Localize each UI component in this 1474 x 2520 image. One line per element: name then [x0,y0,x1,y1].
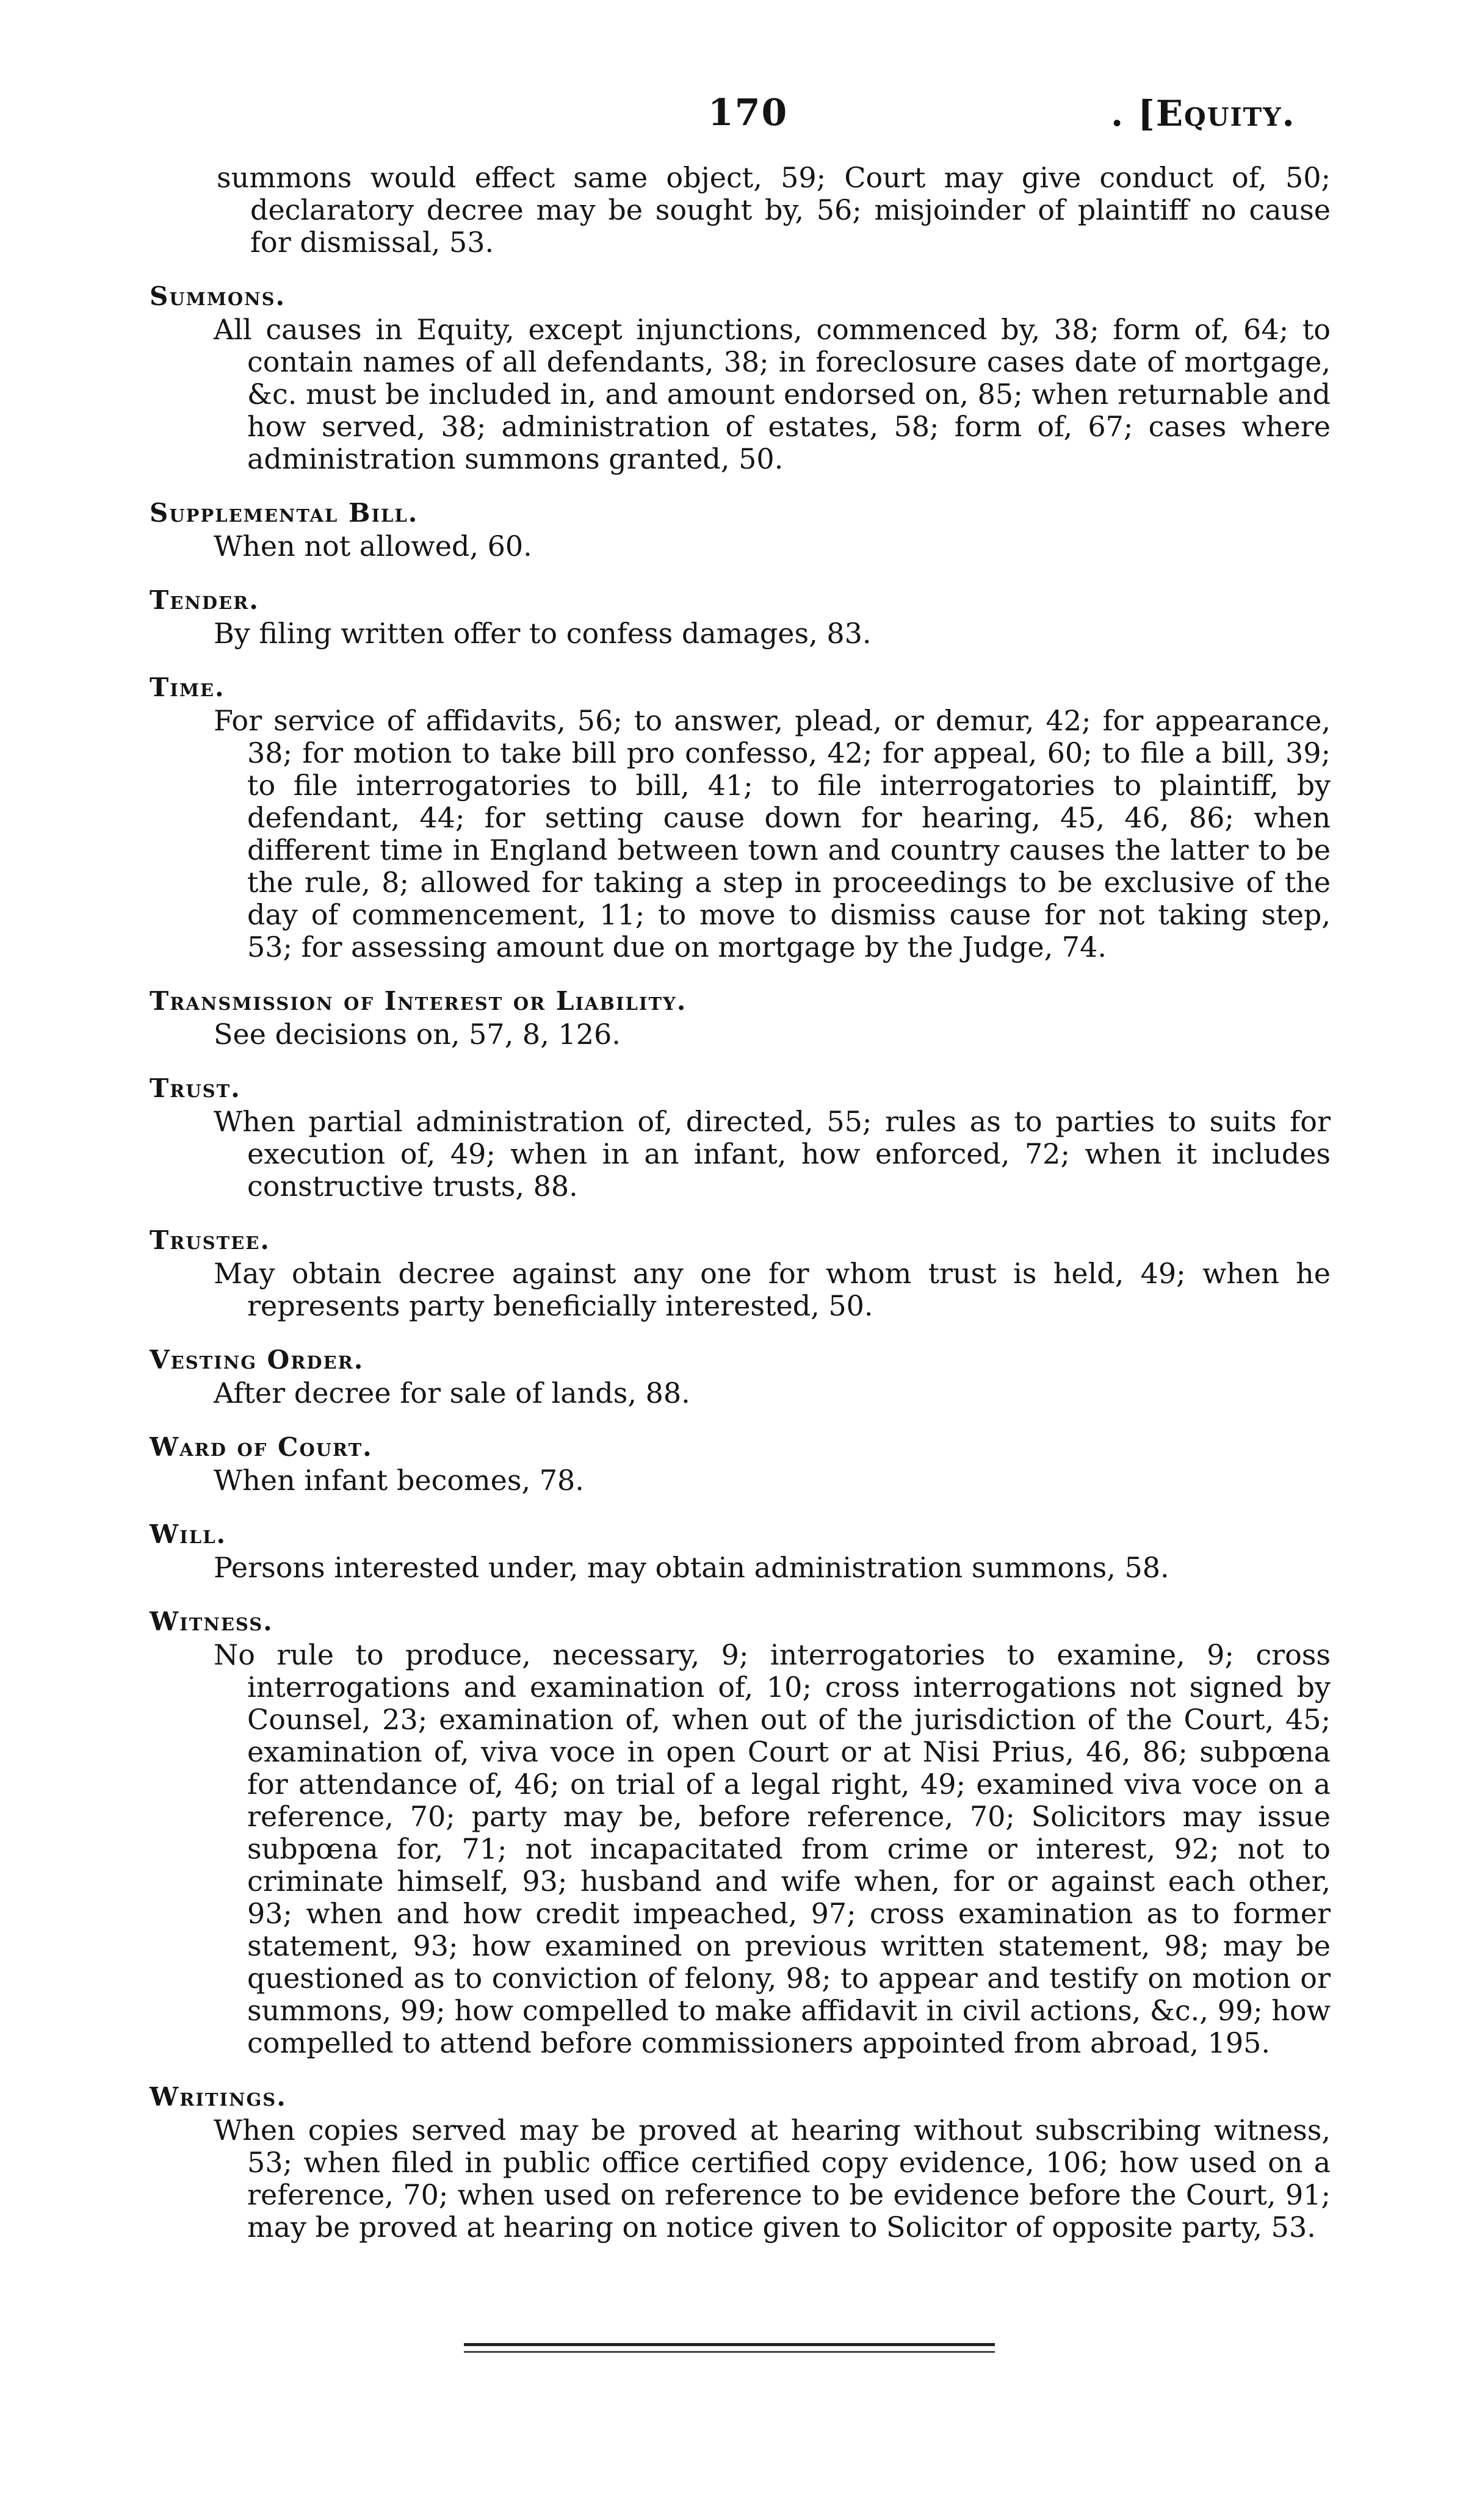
index-entry-ward-of-court [150,1430,1331,1497]
entry-text: May obtain decree against any one for whom trust is held, 49; when he represents party beneficially interested, 50. [214,1257,1331,1322]
entry-text: No rule to produce, necessary, 9; interrogatories to examine, 9; cross interrogations and examination of, 10; cross interrogations not signed by Counsel, 23; examination of, when out of the jurisdiction of the Court, 45; examination of, viva voce in open Court or at Nisi Prius, 46, 86; subpœna for attendance of, 46; on trial of a legal right, 49; examined viva voce on a reference, 70; party may be, before reference, 70; Solicitors may issue subpœna for, 71; not incapacitated from crime or interest, 92; not to criminate himself, 93; husband and wife when, for or against each other, 93; when and how credit impeached, 97; cross examination as to former statement, 93; how examined on previous written statement, 98; may be questioned as to conviction of felony, 98; to appear and testify on motion or summons, 99; how compelled to make affidavit in civil actions, &c., 99; how compelled to attend before commissioners appointed from abroad, 195. [214,1638,1331,2059]
entry-heading: Vesting Order. [150,1345,364,1375]
entry-text: For service of affidavits, 56; to answer, plead, or demur, 42; for appearance, 38; for motion to take bill pro confesso, 42; for appeal, 60; to file a bill, 39; to file interrogatories to bill, 41; to file interrogatories to plaintiff, by defendant, 44; for setting cause down for hearing, 45, 46, 86; when different time in England between town and country causes the latter to be the rule, 8; allowed for taking a step in proceedings to be exclusive of the day of commencement, 11; to move to dismiss cause for not taking step, 53; for assessing amount due on mortgage by the Judge, 74. [214,704,1331,963]
index-entry-summons [150,279,1331,475]
entry-text: When copies served may be proved at hearing without subscribing witness, 53; when filed in public office certified copy evidence, 106; how used on a reference, 70; when used on reference to be evidence before the Court, 91; may be proved at hearing on notice given to Solicitor of opposite party, 53. [214,2114,1331,2244]
closing-rule-thin [464,2351,995,2353]
index-entry-writings [150,2080,1331,2244]
entry-text: See decisions on, 57, 8, 126. [214,1018,621,1051]
entry-heading: Trust. [150,1073,241,1103]
entry-text: All causes in Equity, except injunctions, commenced by, 38; form of, 64; to contain names of all defendants, 38; in foreclosure cases date of mortgage, &c. must be included in, and amount endorsed on, 85; when returnable and how served, 38; administration of estates, 58; form of, 67; cases where administration summons granted, 50. [214,313,1331,475]
index-body [150,161,1331,2264]
index-entry-will [150,1517,1331,1584]
entry-heading: Will. [150,1519,227,1549]
entry-heading: Transmission of Interest or Liability. [150,986,687,1016]
continuation-text: summons would effect same object, 59; Court may give conduct of, 50; declaratory decree may be sought by, 56; misjoinder of plaintiff no cause for dismissal, 53. [217,161,1331,259]
entry-heading: Tender. [150,585,259,615]
entry-heading: Time. [150,672,225,702]
entry-heading: Witness. [150,1607,273,1636]
entry-heading: Supplemental Bill. [150,498,419,528]
entry-text: When infant becomes, 78. [214,1464,584,1497]
entry-text: By filing written offer to confess damages, 83. [214,617,872,650]
page-number: 170 [708,92,789,134]
entry-text: When not allowed, 60. [214,530,532,563]
entry-text: When partial administration of, directed, 55; rules as to parties to suits for execution of, 49; when in an infant, how enforced, 72; when it includes constructive trusts, 88. [214,1105,1331,1203]
index-entry-tender [150,583,1331,650]
entry-heading: Trustee. [150,1225,270,1255]
index-entry-time [150,671,1331,963]
entry-heading: Writings. [150,2082,287,2112]
entry-heading: Ward of Court. [150,1432,373,1462]
index-entry-witness [150,1605,1331,2059]
running-head: . [Equity. [1111,93,1296,134]
index-entry-transmission [150,984,1331,1051]
closing-rule-thick [464,2343,995,2346]
index-entry-trustee [150,1223,1331,1322]
entry-text: Persons interested under, may obtain administration summons, 58. [214,1551,1169,1584]
index-entry-vesting-order [150,1343,1331,1409]
entry-text: After decree for sale of lands, 88. [214,1377,690,1409]
index-entry-supplemental-bill [150,496,1331,563]
closing-rule [464,2343,995,2358]
entry-heading: Summons. [150,281,286,311]
index-entry-trust [150,1071,1331,1203]
